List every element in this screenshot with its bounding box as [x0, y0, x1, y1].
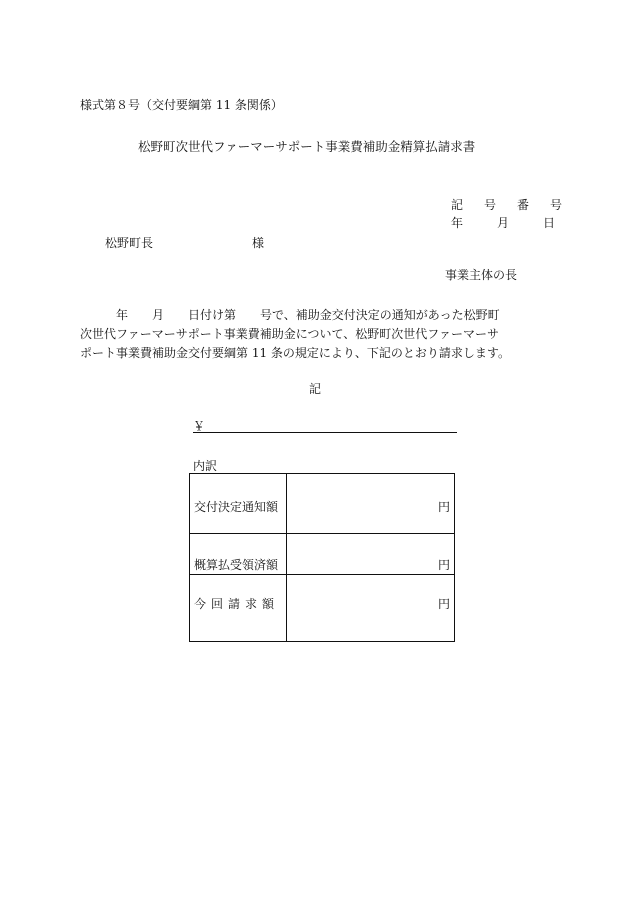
yen-symbol: ￥: [193, 419, 206, 433]
ref-char: 番: [517, 198, 530, 212]
row-unit: 円: [287, 474, 455, 534]
form-number: 様式第８号（交付要綱第 11 条関係）: [80, 98, 283, 112]
row-label: 概算払受領済額: [190, 534, 287, 575]
date-year: 年: [451, 216, 464, 230]
body-line: ポート事業費補助金交付要綱第 11 条の規定により、下記のとおり請求します。: [80, 346, 510, 360]
body-text: [80, 306, 552, 363]
table-row: [190, 474, 455, 534]
amount-line: [193, 417, 457, 433]
breakdown-label: 内訳: [193, 459, 218, 473]
ref-char: 記: [451, 198, 464, 212]
row-unit: 円: [287, 534, 455, 575]
note-heading: 記: [309, 382, 322, 396]
row-label: 今回請求額: [190, 575, 287, 642]
addressee-name: 松野町長: [105, 236, 154, 250]
applicant-label: 事業主体の長: [445, 268, 518, 282]
body-line: 次世代ファーマーサポート事業費補助金について、松野町次世代ファーマーサ: [80, 327, 500, 341]
row-label: 交付決定通知額: [190, 474, 287, 534]
document-title: 松野町次世代ファーマーサポート事業費補助金精算払請求書: [138, 139, 476, 154]
breakdown-table: [189, 473, 455, 642]
date-day: 日: [543, 216, 556, 230]
reference-number: [451, 196, 562, 213]
date-month: 月: [497, 216, 510, 230]
body-line: 年 月 日付け第 号で、補助金交付決定の通知があった松野町: [80, 308, 500, 322]
ref-char: 号: [550, 198, 563, 212]
table-row: [190, 534, 455, 575]
ref-char: 号: [484, 198, 497, 212]
table-row: [190, 575, 455, 642]
addressee-honorific: 様: [252, 236, 265, 250]
row-unit: 円: [287, 575, 455, 642]
date-line: [451, 214, 555, 231]
